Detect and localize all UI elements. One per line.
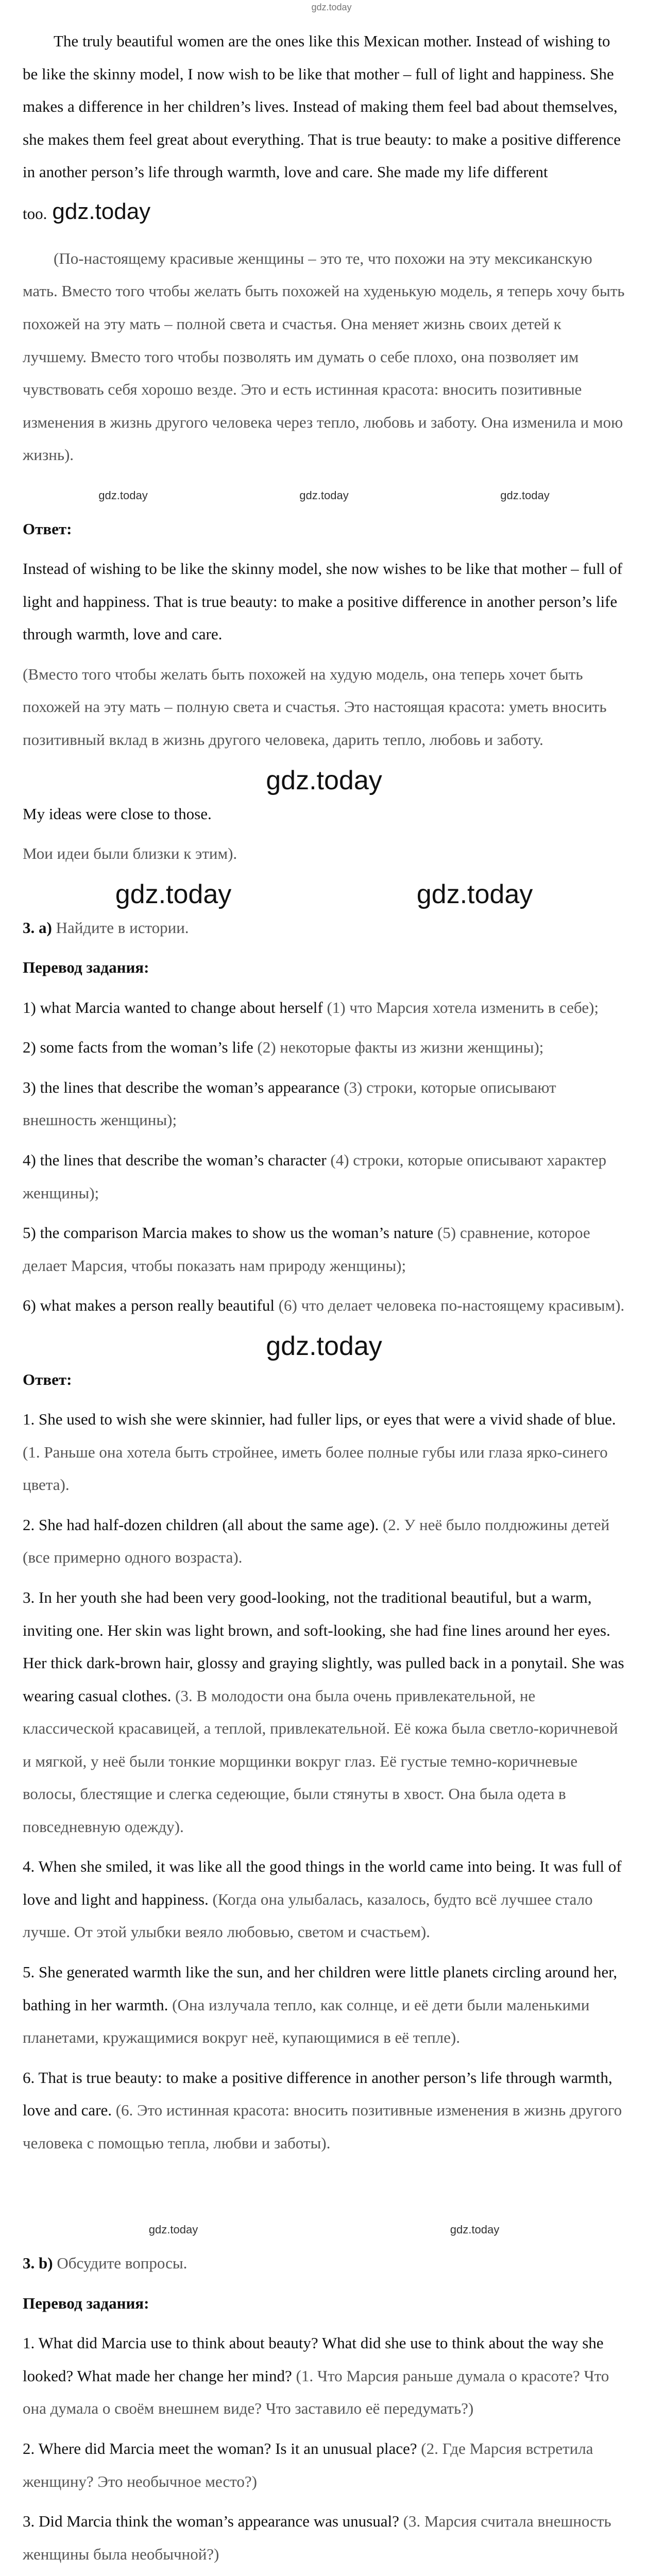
task-item — [23, 991, 625, 1024]
answer-item-ru: (1. Раньше она хотела быть стройнее, иметь более полные губы или глаза ярко-синего цвета). — [23, 1443, 608, 1494]
answer-item-en: 6. That is true beauty: to make a positive difference in another person’s life through warmth, love and care. — [23, 2068, 613, 2120]
task-item-ru: (3) строки, которые описывают внешность женщины); — [23, 1078, 556, 1129]
watermark-small: gdz.today — [98, 488, 148, 502]
task-number: 3. а) — [23, 918, 52, 937]
task-item-en: 5) the comparison Marcia makes to show us the woman’s nature — [23, 1224, 434, 1242]
answer-item — [23, 1581, 625, 1843]
answer-item — [23, 2061, 625, 2160]
story-text: The truly beautiful women are the ones like this Mexican mother. Instead of wishing to be like the skinny model, I now wish to be like that mother – full of light and happiness. She makes a difference in her children’s lives. Instead of making them feel bad about themselves, she makes them feel great about everything. That is true beauty: to make a positive difference in another person’s life through warmth, love and care. She made my life different too. — [23, 32, 621, 223]
answer-item-ru: (6. Это истинная красота: вносить позитивные изменения в жизнь другого человека с помощью тепла, любви и заботы). — [23, 2101, 622, 2152]
question-en: 1. What did Marcia use to think about beauty? What did she use to think about the way she looked? What made her change her mind? — [23, 2334, 604, 2385]
question-item — [23, 2505, 625, 2570]
answer-item-ru: (Она излучала тепло, как солнце, и её дети были маленькими планетами, кружащимися вокруг неё, купающимися в её тепле). — [23, 1995, 590, 2047]
question-en: 3. Did Marcia think the woman’s appearance was unusual? — [23, 2512, 399, 2531]
story-translation: (По-настоящему красивые женщины – это те, что похожи на эту мексиканскую мать. Вместо того чтобы желать быть похожей на худенькую модель, я теперь хочу быть похожей на эту мать – полной света и счастья. Она меняет жизнь своих детей к лучшему. Вместо того чтобы позволять им думать о себе плохо, она позволяет им чувствовать себя хорошо везде. Это и есть истинная красота: вносить позитивные изменения в жизнь другого человека через тепло, любовь и заботу. Она изменила и мою жизнь). — [23, 249, 625, 464]
task-text: Найдите в истории. — [56, 918, 189, 937]
task-item — [23, 1071, 625, 1137]
task-item-en: 6) what makes a person really beautiful — [23, 1296, 275, 1315]
question-ru: (2. Где Марсия встретила женщину? Это необычное место?) — [23, 2439, 593, 2490]
watermark-inline: gdz.today — [52, 198, 151, 224]
section-spacer — [23, 2166, 625, 2213]
answer-item — [23, 1850, 625, 1948]
watermark: gdz.today — [416, 879, 533, 909]
watermark: gdz.today — [266, 1331, 382, 1361]
answer-label: Ответ: — [23, 519, 72, 538]
answer-translation: (Вместо того чтобы желать быть похожей на худую модель, она теперь хочет быть похожей на эту мать – полную света и счастья. Это настоящая красота: уметь вносить позитивный вклад в жизнь другого человека, дарить тепло, любовь и заботу. — [23, 665, 607, 749]
answer-item-en: 4. When she smiled, it was like all the good things in the world came into being. It was full of love and light and happiness. — [23, 1857, 622, 1908]
question-ru: (1. Что Марсия раньше думала о красоте? Что она думала о своём внешнем виде? Что заставило её передумать?) — [23, 2366, 609, 2418]
answer-label: Ответ: — [23, 1370, 72, 1388]
watermark: gdz.today — [115, 879, 232, 909]
task-item — [23, 1031, 625, 1064]
task-item — [23, 1216, 625, 1282]
translation-label: Перевод задания: — [23, 958, 149, 977]
task-text: Обсудите вопросы. — [57, 2254, 188, 2273]
watermark-row — [23, 764, 625, 798]
watermark: gdz.today — [266, 765, 382, 795]
ideas-line: My ideas were close to those. — [23, 804, 212, 823]
task-3b-heading — [23, 2247, 625, 2280]
task-item — [23, 1144, 625, 1209]
top-watermark: gdz.today — [311, 2, 352, 12]
watermark-row — [23, 877, 625, 911]
answer-item-ru: (3. В молодости она была очень привлекательной, не классической красавицей, а теплой, привлекательной. Её кожа была светло-коричневой и мягкой, у неё были тонкие морщинки вокруг глаз. Её густые темно-коричневые волосы, блестящие и слегка седеющие, были стянуты в хвост. Она была одета в повседневную одежду). — [23, 1686, 618, 1836]
task-item-en: 1) what Marcia wanted to change about herself — [23, 998, 323, 1016]
translation-label: Перевод задания: — [23, 2294, 149, 2312]
task-item-ru: (2) некоторые факты из жизни женщины); — [257, 1038, 544, 1057]
answer-item-en: 1. She used to wish she were skinnier, had fuller lips, or eyes that were a vivid shade of blue. — [23, 1410, 616, 1429]
document-content — [23, 25, 625, 2576]
answer-item-en: 5. She generated warmth like the sun, and her children were little planets circling around her, bathing in her warmth. — [23, 1962, 617, 2014]
story-paragraph — [23, 25, 625, 235]
watermark-small: gdz.today — [299, 488, 349, 502]
task-item-ru: (4) строки, которые описывают характер женщины); — [23, 1150, 607, 1202]
task-3a-list — [23, 991, 625, 1322]
task-3b-list — [23, 2327, 625, 2576]
answer-item — [23, 1509, 625, 1574]
task-item-en: 3) the lines that describe the woman’s appearance — [23, 1078, 340, 1096]
answer-item — [23, 1956, 625, 2054]
task-item-ru: (1) что Марсия хотела изменить в себе); — [327, 998, 599, 1016]
task-item-en: 2) some facts from the woman’s life — [23, 1038, 253, 1057]
answer-item-ru: (2. У неё было полдюжины детей (все примерно одного возраста). — [23, 1515, 610, 1567]
answer-item-ru: (Когда она улыбалась, казалось, будто всё лучшее стало лучше. От этой улыбки веяло любовью, светом и счастьем). — [23, 1890, 593, 1941]
answer-item-en: 2. She had half-dozen children (all about the same age). — [23, 1515, 379, 1534]
question-ru: (3. Марсия считала внешность женщины была необычной?) — [23, 2512, 611, 2563]
task-item — [23, 1289, 625, 1322]
task-number: 3. b) — [23, 2254, 53, 2273]
watermark-small: gdz.today — [148, 2223, 198, 2236]
answer-item-en: 3. In her youth she had been very good-looking, not the traditional beautiful, but a warm, inviting one. Her skin was light brown, and soft-looking, she had fine lines around her eyes. Her thick dark-brown hair, glossy and graying slightly, was pulled back in a ponytail. She was wearing casual clothes. — [23, 1588, 624, 1705]
question-item — [23, 2327, 625, 2425]
watermark-row — [23, 2213, 625, 2247]
answer-paragraph: Instead of wishing to be like the skinny model, she now wishes to be like that mother – full of light and happiness. That is true beauty: to make a positive difference in another person’s life through warmth, love and care. — [23, 560, 623, 643]
task-item-ru: (5) сравнение, которое делает Марсия, чтобы показать нам природу женщины); — [23, 1224, 590, 1275]
watermark-row — [23, 1329, 625, 1363]
question-en: 2. Where did Marcia meet the woman? Is it an unusual place? — [23, 2439, 417, 2458]
task-item-ru: (6) что делает человека по-настоящему красивым). — [278, 1296, 625, 1315]
task-3a-answers — [23, 1403, 625, 2159]
task-item-en: 4) the lines that describe the woman’s character — [23, 1150, 327, 1169]
watermark-small: gdz.today — [500, 488, 550, 502]
ideas-translation: Мои идеи были близки к этим). — [23, 844, 237, 863]
watermark-row — [23, 479, 625, 513]
task-3a-heading — [23, 911, 625, 944]
answer-item — [23, 1403, 625, 1501]
question-item — [23, 2432, 625, 2498]
watermark-small: gdz.today — [450, 2223, 500, 2236]
